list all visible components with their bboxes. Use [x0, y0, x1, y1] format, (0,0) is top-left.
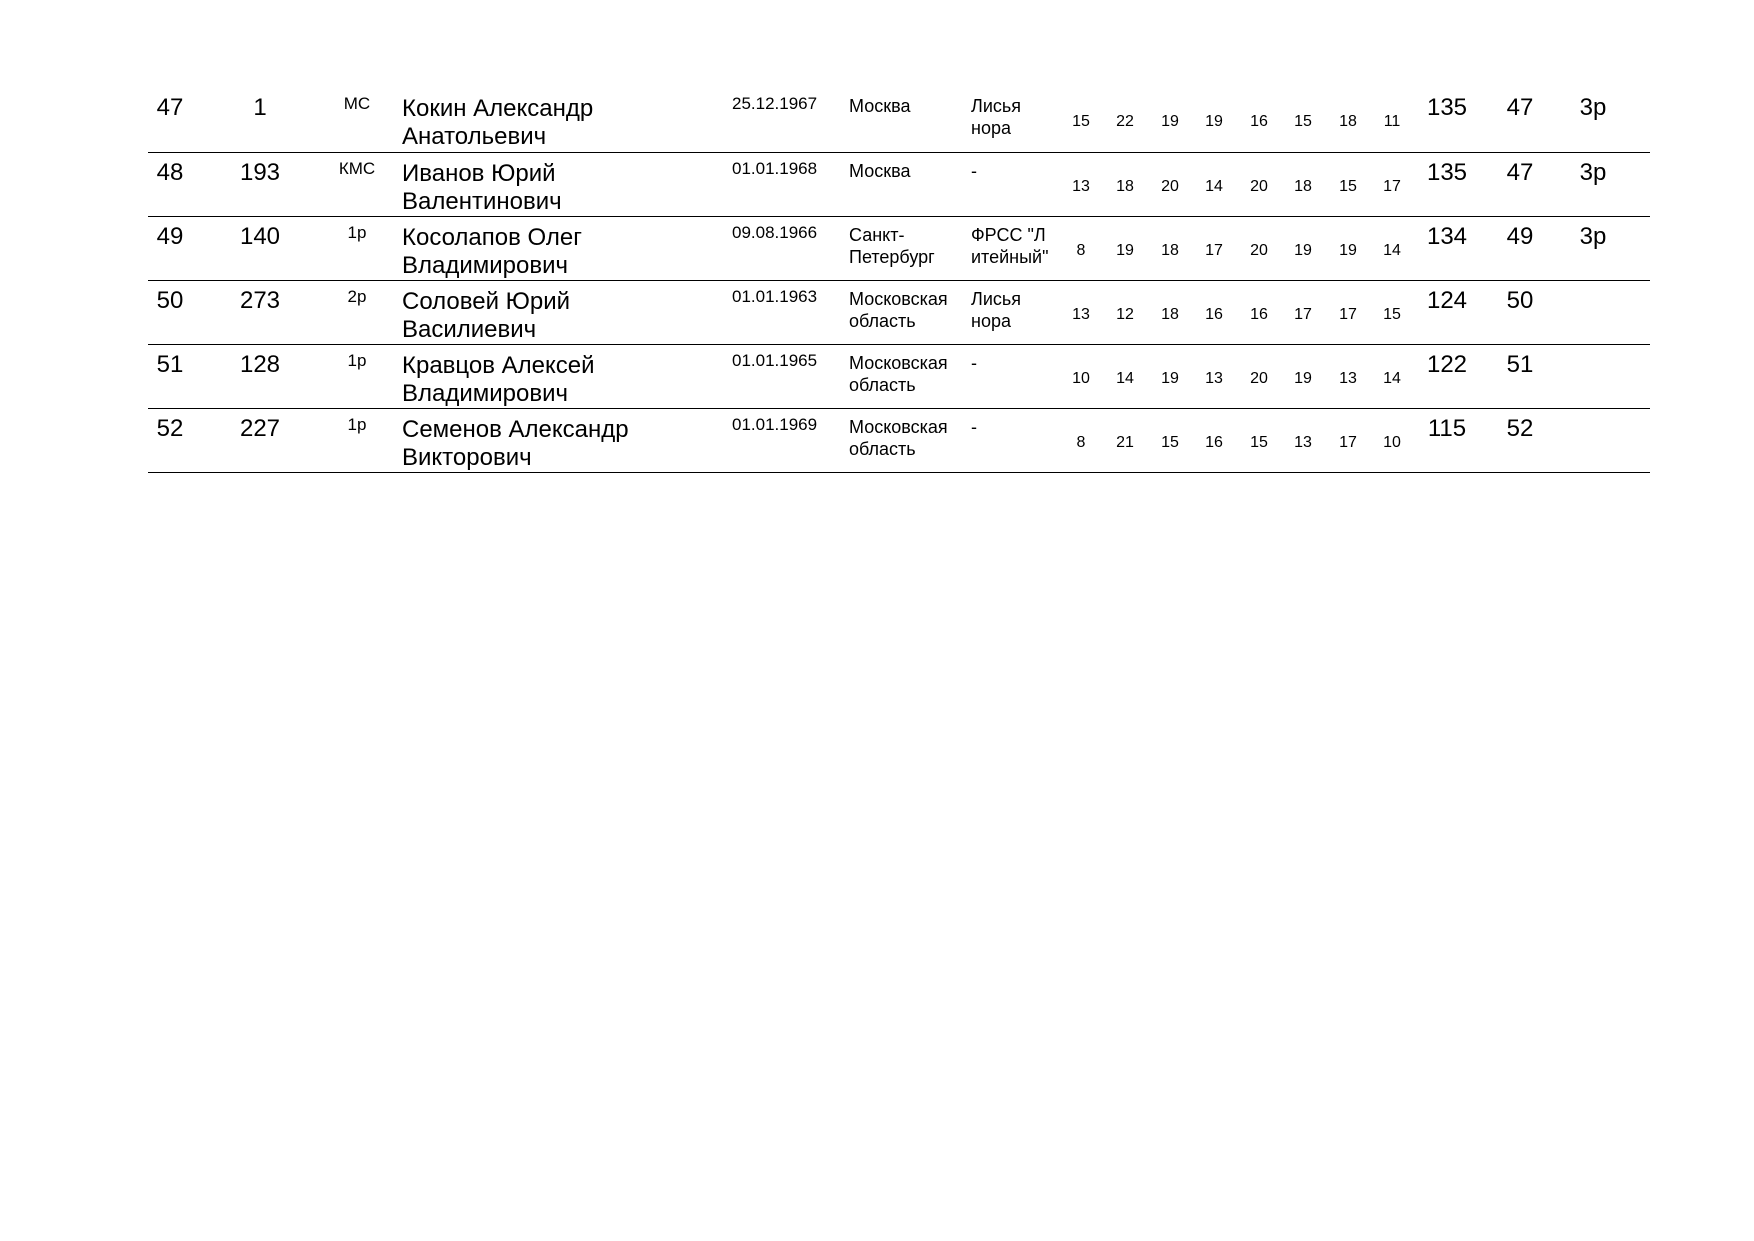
series-score-cell: 17	[1339, 434, 1357, 451]
series-score-cell: 13	[1072, 178, 1090, 195]
sport-rank-cell: 2р	[347, 287, 367, 306]
athlete-name-line: Косолапов Олег	[402, 224, 583, 251]
place-cell: 48	[156, 159, 184, 186]
series-score-cell: 20	[1250, 178, 1268, 195]
table-row	[148, 409, 1650, 473]
bib-number-cell: 140	[239, 223, 281, 250]
club-line: нора	[971, 118, 1011, 138]
city-line: Москва	[849, 96, 911, 116]
series-score-cell: 19	[1294, 242, 1312, 259]
category-cell: 3р	[1579, 223, 1607, 250]
series-score-cell: 19	[1161, 370, 1179, 387]
city-cell	[849, 416, 948, 460]
series-score-cell: 17	[1383, 178, 1401, 195]
series-score-cell: 13	[1339, 370, 1357, 387]
table-row	[148, 153, 1650, 217]
city-line: Санкт-	[849, 225, 905, 245]
total-place-cell: 49	[1506, 223, 1534, 250]
series-score-cell: 15	[1161, 434, 1179, 451]
series-score-cell: 14	[1383, 242, 1401, 259]
series-score-cell: 19	[1339, 242, 1357, 259]
sport-rank-cell: МС	[343, 94, 371, 113]
series-score-cell: 10	[1383, 434, 1401, 451]
club-cell	[971, 95, 1021, 139]
category-cell: 3р	[1579, 159, 1607, 186]
table-row	[148, 281, 1650, 345]
total-score-cell: 135	[1426, 159, 1468, 186]
athlete-name-line: Викторович	[402, 444, 532, 471]
athlete-name-cell	[402, 224, 582, 280]
club-line: итейный"	[971, 247, 1049, 267]
birth-date-cell: 25.12.1967	[732, 94, 818, 113]
city-cell	[849, 288, 948, 332]
city-line: Москва	[849, 161, 911, 181]
series-score-cell: 20	[1250, 242, 1268, 259]
athlete-name-cell	[402, 95, 593, 151]
sport-rank-cell: 1р	[347, 223, 367, 242]
series-score-cell: 13	[1205, 370, 1223, 387]
birth-date-cell: 01.01.1968	[732, 159, 818, 178]
series-score-cell: 17	[1294, 306, 1312, 323]
series-score-cell: 12	[1116, 306, 1134, 323]
place-cell: 51	[156, 351, 184, 378]
series-score-cell: 19	[1294, 370, 1312, 387]
series-score-cell: 15	[1250, 434, 1268, 451]
total-score-cell: 134	[1426, 223, 1468, 250]
club-line: -	[971, 417, 977, 437]
club-cell	[971, 352, 977, 374]
city-line: Московская	[849, 417, 948, 437]
athlete-name-line: Иванов Юрий	[402, 160, 556, 187]
series-score-cell: 14	[1383, 370, 1401, 387]
athlete-name-line: Василиевич	[402, 316, 537, 343]
total-place-cell: 47	[1506, 159, 1534, 186]
city-line: Московская	[849, 289, 948, 309]
series-score-cell: 8	[1076, 242, 1086, 259]
series-score-cell: 15	[1072, 113, 1090, 130]
total-place-cell: 51	[1506, 351, 1534, 378]
results-table	[148, 88, 1650, 473]
athlete-name-line: Соловей Юрий	[402, 288, 571, 315]
series-score-cell: 15	[1294, 113, 1312, 130]
series-score-cell: 8	[1076, 434, 1086, 451]
series-score-cell: 19	[1116, 242, 1134, 259]
table-row	[148, 345, 1650, 409]
athlete-name-cell	[402, 160, 562, 216]
total-score-cell: 122	[1426, 351, 1468, 378]
place-cell: 47	[156, 94, 184, 121]
city-line: область	[849, 439, 916, 459]
place-cell: 52	[156, 415, 184, 442]
category-cell: 3р	[1579, 94, 1607, 121]
series-score-cell: 16	[1205, 306, 1223, 323]
total-score-cell: 124	[1426, 287, 1468, 314]
series-score-cell: 17	[1205, 242, 1223, 259]
club-cell	[971, 416, 977, 438]
bib-number-cell: 128	[239, 351, 281, 378]
athlete-name-line: Семенов Александр	[402, 416, 629, 443]
bib-number-cell: 193	[239, 159, 281, 186]
city-line: Московская	[849, 353, 948, 373]
city-line: область	[849, 311, 916, 331]
series-score-cell: 15	[1383, 306, 1401, 323]
birth-date-cell: 01.01.1965	[732, 351, 818, 370]
series-score-cell: 15	[1339, 178, 1357, 195]
club-cell	[971, 224, 1048, 268]
club-line: Лисья	[971, 96, 1021, 116]
series-score-cell: 20	[1250, 370, 1268, 387]
athlete-name-line: Владимирович	[402, 380, 569, 407]
bib-number-cell: 273	[239, 287, 281, 314]
athlete-name-line: Анатольевич	[402, 123, 547, 150]
club-line: ФРСС "Л	[971, 225, 1046, 245]
series-score-cell: 16	[1250, 113, 1268, 130]
total-place-cell: 50	[1506, 287, 1534, 314]
athlete-name-cell	[402, 352, 595, 408]
club-cell	[971, 288, 1021, 332]
total-place-cell: 47	[1506, 94, 1534, 121]
series-score-cell: 22	[1116, 113, 1134, 130]
city-cell	[849, 95, 910, 117]
place-cell: 49	[156, 223, 184, 250]
athlete-name-cell	[402, 416, 629, 472]
birth-date-cell: 01.01.1963	[732, 287, 818, 306]
series-score-cell: 14	[1116, 370, 1134, 387]
club-cell	[971, 160, 977, 182]
city-line: Петербург	[849, 247, 935, 267]
city-cell	[849, 160, 910, 182]
series-score-cell: 16	[1250, 306, 1268, 323]
bib-number-cell: 1	[253, 94, 267, 121]
series-score-cell: 18	[1161, 242, 1179, 259]
series-score-cell: 13	[1294, 434, 1312, 451]
total-score-cell: 115	[1427, 415, 1467, 442]
total-score-cell: 135	[1426, 94, 1468, 121]
series-score-cell: 14	[1205, 178, 1223, 195]
athlete-name-line: Валентинович	[402, 188, 562, 215]
sport-rank-cell: 1р	[347, 415, 367, 434]
city-line: область	[849, 375, 916, 395]
athlete-name-line: Кравцов Алексей	[402, 352, 595, 379]
series-score-cell: 18	[1294, 178, 1312, 195]
table-row	[148, 217, 1650, 281]
athlete-name-cell	[402, 288, 570, 344]
series-score-cell: 19	[1205, 113, 1223, 130]
series-score-cell: 16	[1205, 434, 1223, 451]
club-line: Лисья	[971, 289, 1021, 309]
sport-rank-cell: КМС	[338, 159, 376, 178]
series-score-cell: 13	[1072, 306, 1090, 323]
club-line: -	[971, 161, 977, 181]
series-score-cell: 19	[1161, 113, 1179, 130]
birth-date-cell: 09.08.1966	[732, 223, 818, 242]
series-score-cell: 10	[1072, 370, 1090, 387]
total-place-cell: 52	[1506, 415, 1534, 442]
series-score-cell: 18	[1339, 113, 1357, 130]
city-cell	[849, 352, 948, 396]
bib-number-cell: 227	[239, 415, 281, 442]
place-cell: 50	[156, 287, 184, 314]
series-score-cell: 17	[1339, 306, 1357, 323]
series-score-cell: 18	[1161, 306, 1179, 323]
series-score-cell: 20	[1161, 178, 1179, 195]
birth-date-cell: 01.01.1969	[732, 415, 818, 434]
athlete-name-line: Кокин Александр	[402, 95, 594, 122]
series-score-cell: 21	[1116, 434, 1134, 451]
table-row	[148, 88, 1650, 153]
city-cell	[849, 224, 935, 268]
series-score-cell: 11	[1383, 113, 1401, 130]
club-line: нора	[971, 311, 1011, 331]
club-line: -	[971, 353, 977, 373]
sport-rank-cell: 1р	[347, 351, 367, 370]
series-score-cell: 18	[1116, 178, 1134, 195]
athlete-name-line: Владимирович	[402, 252, 569, 279]
